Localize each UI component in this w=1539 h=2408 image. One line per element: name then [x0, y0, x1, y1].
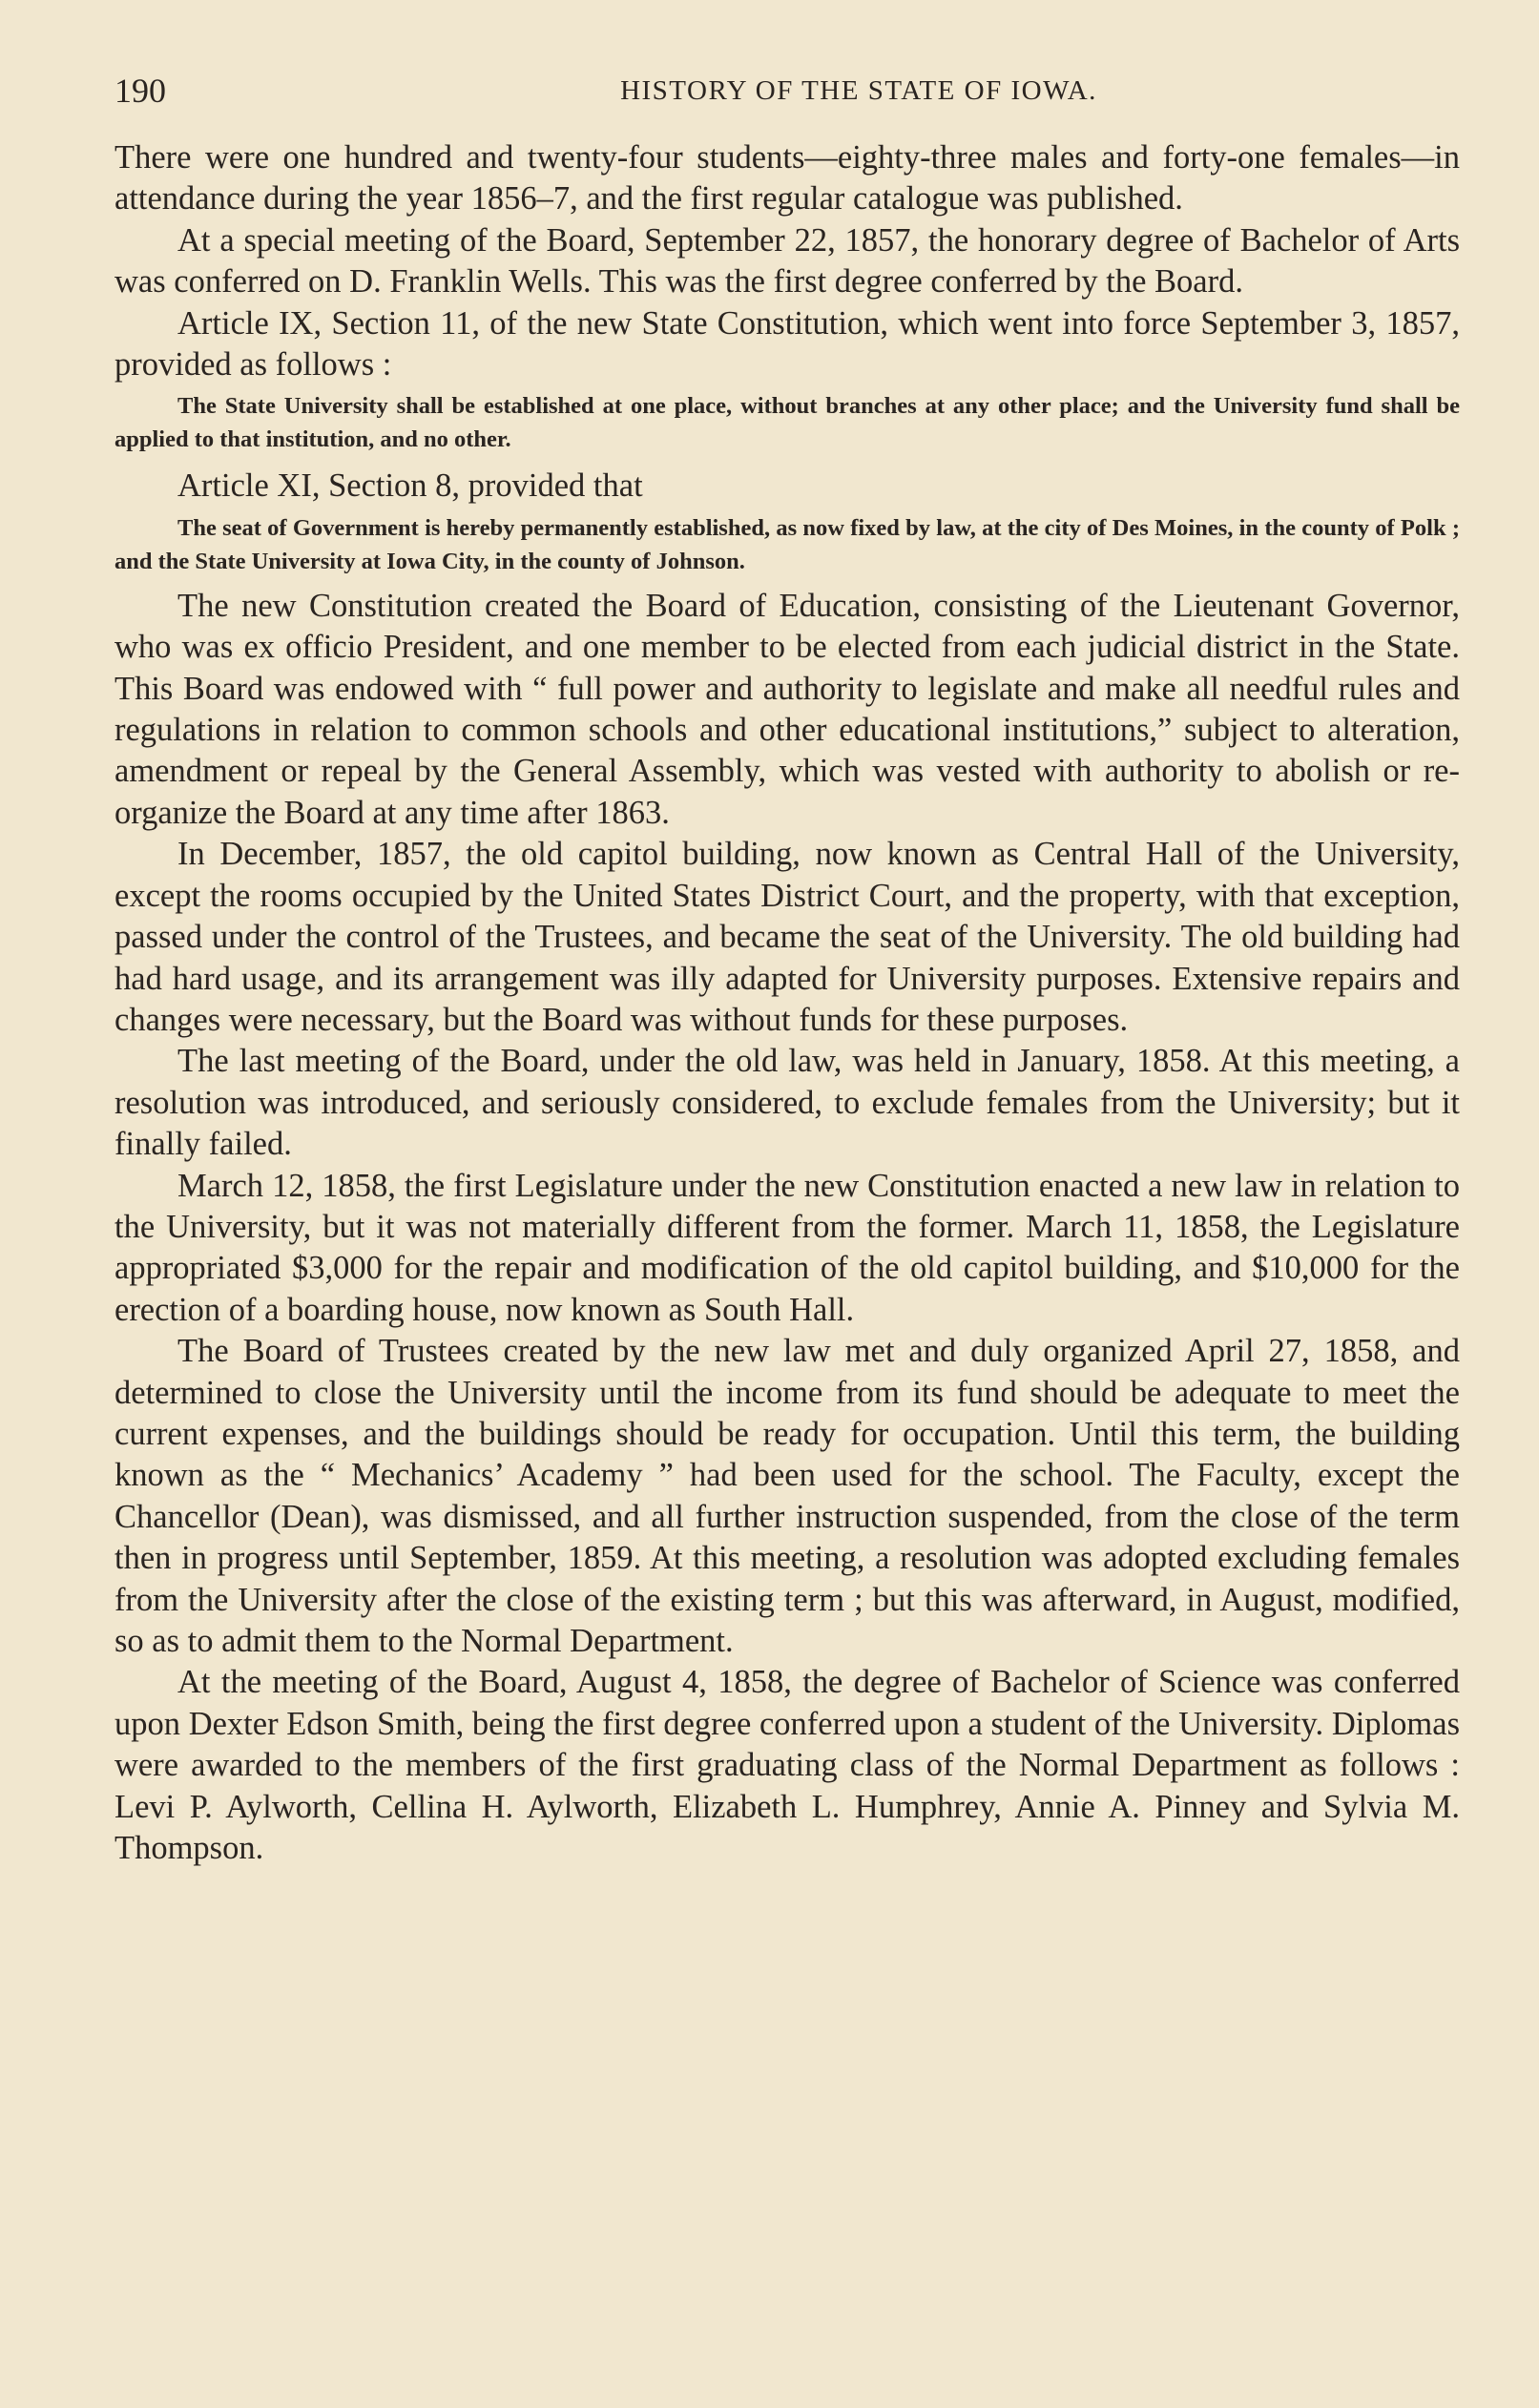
- paragraph-students: There were one hundred and twenty-four students—eighty-three males and forty-one females—in attendance during the year 1856–7, and the first regular catalogue was published.: [114, 139, 1460, 218]
- paragraph-last-meeting: The last meeting of the Board, under the old law, was held in January, 1858. At this meeting, a resolution was introduced, and seriously considered, to exclude females from the University; but it finally failed.: [114, 1043, 1460, 1163]
- quote-article-xi: The seat of Government is hereby permanently established, as now fixed by law, at the city of Des Moines, in the county of Polk ; and the State University at Iowa City, in the county of Johnson.: [114, 514, 1460, 574]
- paragraph-first-graduates: At the meeting of the Board, August 4, 1858, the degree of Bachelor of Science was conferred upon Dexter Edson Smith, being the first degree conferred upon a student of the University. Diplomas were awarded to the members of the first graduating class of the Normal Department as follows : Levi P. Aylworth, Cellina H. Aylworth, Elizabeth L. Humphrey, Annie A. Pinney and Sylvia M. Thompson.: [114, 1664, 1460, 1867]
- paragraph-board-of-trustees: The Board of Trustees created by the new law met and duly organized April 27, 1858, and determined to close the University until the income from its fund should be adequate to meet the current expenses, and the buildings should be ready for occupation. Until this term, the building known as the “ Mechanics’ Academy ” had been used for the school. The Faculty, except the Chancellor (Dean), was dismissed, and all further instruction suspended, from the close of the term then in progress until September, 1859. At this meeting, a resolution was adopted excluding females from the University after the close of the existing term ; but this was afterward, in August, modified, so as to admit them to the Normal Department.: [114, 1333, 1460, 1659]
- paragraph-first-legislature: March 12, 1858, the first Legislature under the new Constitution enacted a new law in relation to the University, but it was not materially different from the former. March 11, 1858, the Legislature appropriated $3,000 for the repair and modification of the old capitol building, and $10,000 for the erection of a boarding house, now known as South Hall.: [114, 1167, 1460, 1328]
- running-title: HISTORY OF THE STATE OF IOWA.: [620, 75, 1097, 106]
- paragraph-board-of-education: The new Constitution created the Board of Education, consisting of the Lieutenant Governor, who was ex officio President, and one member to be elected from each judicial district in the State. This Board was endowed with “ full power and authority to legislate and make all needful rules and regulations in relation to common schools and other educational institutions,” subject to alteration, amendment or repeal by the General Assembly, which was vested with authority to abolish or re-organize the Board at any time after 1863.: [114, 587, 1460, 831]
- paragraph-honorary-degree: At a special meeting of the Board, September 22, 1857, the honorary degree of Bachelor of Arts was conferred on D. Franklin Wells. This was the first degree conferred by the Board.: [114, 221, 1460, 301]
- quote-article-ix: The State University shall be established at one place, without branches at any other place; and the University fund shall be applied to that institution, and no other.: [114, 393, 1460, 453]
- book-page: [114, 67, 1460, 1869]
- page-header: [114, 67, 1460, 114]
- paragraph-article-xi: Article XI, Section 8, provided that: [177, 467, 643, 505]
- page-number: 190: [114, 72, 166, 110]
- paragraph-old-capitol: In December, 1857, the old capitol building, now known as Central Hall of the University, except the rooms occupied by the United States District Court, and the property, with that exception, passed under the control of the Trustees, and became the seat of the University. The old building had had hard usage, and its arrangement was illy adapted for University purposes. Extensive repairs and changes were necessary, but the Board was without funds for these purposes.: [114, 836, 1460, 1038]
- paragraph-article-ix: Article IX, Section 11, of the new State Constitution, which went into force September 3, 1857, provided as follows :: [114, 304, 1460, 384]
- page-body: [114, 137, 1460, 1869]
